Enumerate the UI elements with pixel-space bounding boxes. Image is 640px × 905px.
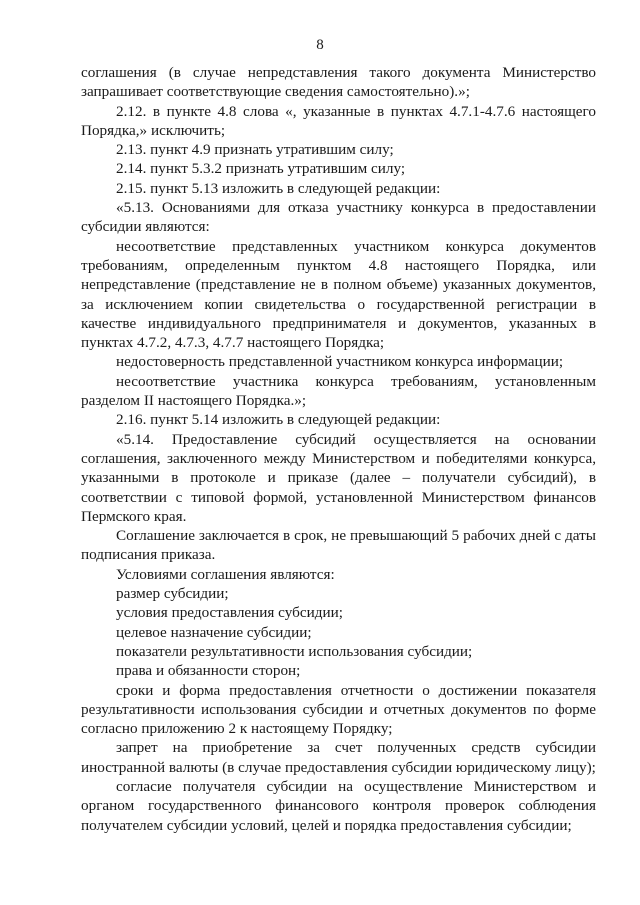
paragraph: права и обязанности сторон; [116,662,301,680]
paragraph: соглашения (в случае непредставления такого документа Министерство запрашивает соответствующие сведения самостоятельно).»; [81,64,596,101]
paragraph: согласие получателя субсидии на осуществление Министерством и органом государственного финансового контроля проверок соблюдения получателем субсидии условий, целей и порядка предоставления субсидии; [81,777,596,834]
page-number: 8 [316,37,324,53]
paragraph: Условиями соглашения являются: [116,565,335,583]
paragraph: 2.16. пункт 5.14 изложить в следующей редакции: [116,411,441,429]
paragraph: Соглашение заключается в срок, не превышающий 5 рабочих дней с даты подписания приказа. [81,527,596,564]
paragraph: недостоверность представленной участником конкурса информации; [116,353,564,371]
paragraph: 2.15. пункт 5.13 изложить в следующей редакции: [116,179,441,197]
paragraph: «5.13. Основаниями для отказа участнику конкурса в предоставлении субсидии являются: [81,199,596,236]
paragraph: 2.12. в пункте 4.8 слова «, указанные в пунктах 4.7.1-4.7.6 настоящего Порядка,» исключить; [81,102,596,139]
paragraph: 2.14. пункт 5.3.2 признать утратившим силу; [116,160,406,178]
document-body [81,63,596,835]
paragraph: запрет на приобретение за счет полученных средств субсидии иностранной валюты (в случае предоставления субсидии юридическому лицу); [81,739,596,776]
paragraph: условия предоставления субсидии; [116,604,343,622]
paragraph: «5.14. Предоставление субсидий осуществляется на основании соглашения, заключенного между Министерством и победителями конкурса, указанными в протоколе и приказе (далее – получатели субсидий), в соответствии с типовой формой, установленной Министерством финансов Пермского края. [81,430,596,525]
paragraph: сроки и форма предоставления отчетности о достижении показателя результативности использования субсидии и отчетных документов по форме согласно приложению 2 к настоящему Порядку; [81,681,596,738]
paragraph: размер субсидии; [116,585,229,603]
paragraph: несоответствие представленных участником конкурса документов требованиям, определенным пунктом 4.8 настоящего Порядка, или непредставление (представление не в полном объеме) указанных документов, за исключением копии свидетельства о государственной регистрации в качестве индивидуального предпринимателя и документов, указанных в пунктах 4.7.2, 4.7.3, 4.7.7 настоящего Порядка; [81,237,596,352]
paragraph: 2.13. пункт 4.9 признать утратившим силу; [116,141,394,159]
paragraph: несоответствие участника конкурса требованиям, установленным разделом II настоящего Порядка.»; [81,372,596,410]
paragraph: целевое назначение субсидии; [116,623,312,641]
paragraph: показатели результативности использования субсидии; [116,642,473,660]
